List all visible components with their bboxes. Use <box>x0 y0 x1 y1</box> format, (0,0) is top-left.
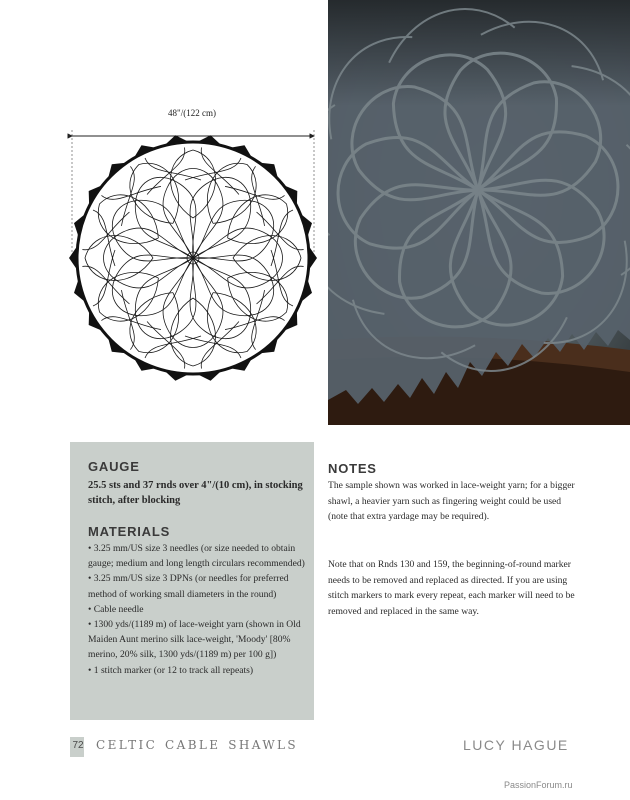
page-number: 72 <box>72 740 84 751</box>
gauge-heading: GAUGE <box>88 459 140 474</box>
book-title: celtic cable shawls <box>96 734 299 754</box>
materials-list <box>88 541 310 678</box>
dimension-label: 48"/(122 cm) <box>168 108 216 118</box>
shawl-photo <box>328 0 630 425</box>
author-name: LUCY HAGUE <box>463 737 569 753</box>
materials-item: • 3.25 mm/US size 3 needles (or size needed to obtain gauge; medium and long length circulars recommended) <box>88 543 305 570</box>
materials-item: • 1300 yds/(1189 m) of lace-weight yarn (shown in Old Maiden Aunt merino silk lace-weight, 'Moody' [80% merino, 20% silk, 1300 yds/(1189 m) per 100 g]) <box>88 619 301 661</box>
materials-item: • Cable needle <box>88 603 144 615</box>
watermark: PassionForum.ru <box>504 780 573 790</box>
notes-heading: NOTES <box>328 461 377 476</box>
materials-heading: MATERIALS <box>88 524 171 539</box>
gauge-text: 25.5 sts and 37 rnds over 4"/(10 cm), in stocking stitch, after blocking <box>88 480 303 506</box>
notes-paragraph-2: Note that on Rnds 130 and 159, the beginning-of-round marker needs to be removed and replaced as directed. If you are using stitch markers to mark every repeat, each marker will need to be removed and replaced in the same way. <box>328 559 575 617</box>
shawl-schematic <box>58 108 326 398</box>
notes-paragraph-1: The sample shown was worked in lace-weight yarn; for a bigger shawl, a heavier yarn such as fingering weight could be used (note that extra yardage may be required). <box>328 480 575 523</box>
knitted-shawl-photo-icon <box>328 0 630 425</box>
materials-item: • 3.25 mm/US size 3 DPNs (or needles for preferred method of working small diameters in the round) <box>88 573 289 600</box>
materials-item: • 1 stitch marker (or 12 to track all repeats) <box>88 664 254 676</box>
schematic-drawing <box>58 108 326 398</box>
